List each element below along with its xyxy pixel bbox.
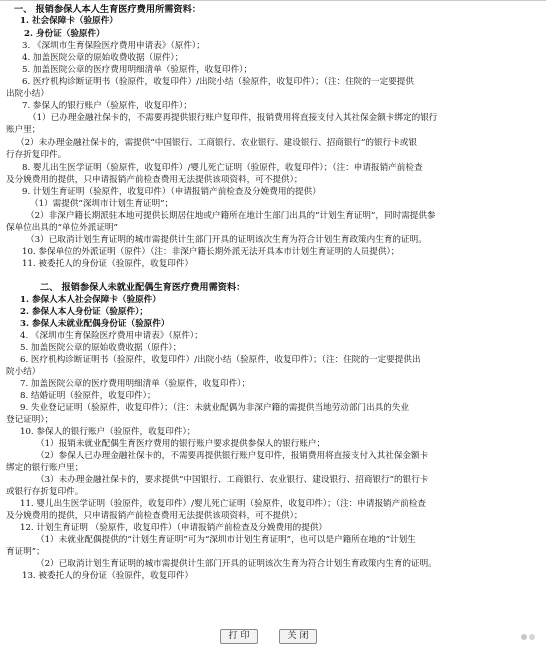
section2-heading: 二、 报销参保人未就业配偶生育医疗费用需资料： (40, 282, 246, 293)
section1-heading: 一、 报销参保人本人生育医疗费用所需资料： (14, 4, 201, 15)
section2-line: （2）参保人已办理金融社保卡的，不需要再提供银行账户复印件，报销费用将直接支付入其社保金额卡 (36, 451, 429, 461)
section2-line: （1）未就业配偶提供的“计划生育证明”可为“深圳市计划生育证明”，也可以是户籍所在地的“计划生 (36, 535, 416, 545)
section2-line: 育证明”； (6, 547, 45, 557)
section2-line: 2. 参保人本人身份证（验原件）； (20, 307, 148, 317)
section1-line: 出院小结） (6, 89, 49, 99)
section1-line: 10. 参保单位的外派证明（原件）（注：非深户籍长期外派无法开具本市计划生育证明的人员提供）； (22, 247, 400, 257)
section2-line: 13. 被委托人的身份证（验原件，收复印件） (22, 571, 194, 581)
close-button[interactable]: 关闭 (279, 629, 317, 644)
section1-line: （1）已办理金融社保卡的，不需要再提供银行账户复印件，报销费用将直接支付入其社保金额卡绑定的银行 (28, 113, 438, 123)
section1-line: 5. 加盖医院公章的医疗费用明细清单（验原件，收复印件）； (22, 65, 253, 75)
section2-line: （1）报销未就业配偶生育医疗费用的银行账户要求提供参保人的银行账户； (36, 439, 326, 449)
section1-line: （1）需提供“深圳市计划生育证明”； (30, 199, 174, 209)
section2-line: （2）已取消计划生育证明的城市需提供计生部门开具的证明该次生育为符合计划生育政策内生育的证明。 (36, 559, 437, 569)
section2-line: 8. 结婚证明（验原件，收复印件）； (20, 391, 156, 401)
section2-line: 9. 失业登记证明（验原件，收复印件）；（注：未就业配偶为非深户籍的需提供当地劳动部门出具的失业 (20, 403, 410, 413)
section1-line: 1. 社会保障卡（验原件） (20, 16, 118, 26)
section2-line: 1. 参保人本人社会保障卡（验原件） (20, 295, 161, 305)
section1-line: （2）非深户籍长期派驻本地可提供长期居住地或户籍所在地计生部门出具的“计划生育证明”，同时需提供参 (26, 211, 436, 221)
section1-line: 4. 加盖医院公章的原始收费收据（原件）； (22, 53, 184, 63)
section2-line: 院小结） (6, 367, 41, 377)
section1-line: 11. 被委托人的身份证（验原件，收复印件） (22, 259, 194, 269)
section2-line: 11. 婴儿出生医学证明（验原件，收复印件）/婴儿死亡证明（验原件，收复印件）；（注：申请报销产前检查 (20, 499, 427, 509)
section2-line: 及分娩费用的提供，只申请报销产前检查费用无法提供该项资料，可不提供）； (6, 511, 303, 521)
section1-line: 8. 婴儿出生医学证明（验原件，收复印件）/婴儿死亡证明（验原件，收复印件）；（注：申请报销产前检查 (22, 163, 423, 173)
section1-line: 7. 参保人的银行账户（验原件，收复印件）； (22, 101, 192, 111)
section2-line: 12. 计划生育证明 （验原件，收复印件）（申请报销产前检查及分娩费用的提供） (20, 523, 328, 533)
section1-line: 3. 《深圳市生育保险医疗费用申请表》（原件）； (22, 41, 205, 51)
section1-line: 账户里； (6, 125, 41, 135)
section1-line: 2. 身份证（验原件） (24, 29, 105, 39)
section2-line: 6. 医疗机构诊断证明书（验原件，收复印件）/出院小结（验原件，收复印件）；（注：住院的一定要提供出 (20, 355, 421, 365)
section1-line: 6. 医疗机构诊断证明书（验原件，收复印件）/出院小结（验原件，收复印件）；（注：住院的一定要提供 (22, 77, 414, 87)
section2-line: 登记证明）； (6, 415, 54, 425)
section2-line: （3）未办理金融社保卡的，要求提供“中国银行、工商银行、农业银行、建设银行、招商银行”的银行卡 (36, 475, 429, 485)
section2-line: 5. 加盖医院公章的原始收费收据（原件）； (20, 343, 182, 353)
section2-line: 3. 参保人未就业配偶身份证（验原件） (20, 319, 170, 329)
section1-line: （3）已取消计划生育证明的城市需提供计生部门开具的证明该次生育为符合计划生育政策内生育的证明。 (26, 235, 427, 245)
section1-line: 行存折复印件。 (6, 150, 67, 160)
section2-line: 绑定的银行账户里； (6, 463, 84, 473)
section1-line: （2）未办理金融社保卡的，需提供“中国银行、工商银行、农业银行、建设银行、招商银行”的银行卡或银 (16, 138, 417, 148)
section2-line: 4. 《深圳市生育保险医疗费用申请表》（原件）； (20, 331, 203, 341)
section2-line: 7. 加盖医院公章的医疗费用明细清单（验原件，收复印件）； (20, 379, 251, 389)
section1-line: 及分娩费用的提供，只申请报销产前检查费用无法提供该项资料，可不提供）； (6, 175, 303, 185)
section1-line: 保单位出具的“单位外派证明” (6, 223, 118, 233)
section1-line: 9. 计划生育证明（验原件，收复印件）（申请报销产前检查及分娩费用的提供） (22, 187, 321, 197)
print-button[interactable]: 打印 (220, 629, 258, 644)
watermark-logo-icon (518, 630, 540, 644)
section2-line: 或银行存折复印件。 (6, 487, 84, 497)
section2-line: 10. 参保人的银行账户（验原件，收复印件）； (20, 427, 196, 437)
